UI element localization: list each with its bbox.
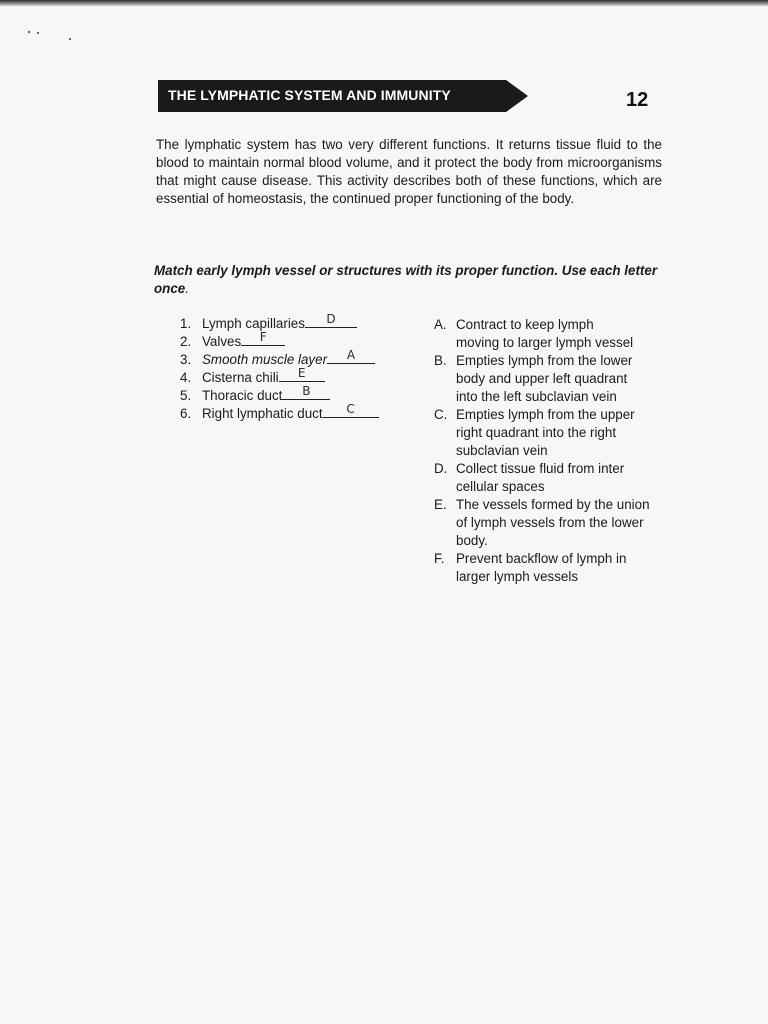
answer-blank[interactable]: [282, 386, 330, 400]
function-item: [434, 550, 674, 586]
scan-speck: [28, 31, 30, 33]
function-item: [434, 460, 674, 496]
matching-instructions: [154, 262, 660, 298]
function-text: Empties lymph from the lower body and upper left quadrant into the left subclavian vein: [456, 353, 633, 404]
function-list: [434, 316, 674, 586]
term-item: [180, 404, 420, 422]
function-item: [434, 496, 674, 550]
function-text: The vessels formed by the union of lymph vessels from the lower body.: [456, 497, 650, 548]
chapter-title: THE LYMPHATIC SYSTEM AND IMMUNITY: [168, 87, 451, 103]
function-letter: B.: [434, 353, 447, 368]
function-letter: C.: [434, 407, 448, 422]
term-item: [180, 386, 420, 404]
function-letter: A.: [434, 317, 447, 332]
page-number: 12: [626, 89, 649, 111]
function-letter: D.: [434, 461, 448, 476]
instructions-text: Match early lymph vessel or structures with its proper function. Use each letter once: [154, 263, 658, 296]
function-item: [434, 406, 674, 460]
term-number: 1.: [180, 316, 192, 331]
answer-blank[interactable]: [305, 314, 357, 328]
function-text: Collect tissue fluid from inter cellular spaces: [456, 461, 625, 494]
handwritten-answer: E: [297, 366, 306, 380]
handwritten-answer: A: [346, 348, 356, 362]
term-label: Thoracic duct: [202, 388, 283, 403]
term-label: Cisterna chili: [202, 370, 279, 385]
term-item: [180, 314, 420, 332]
function-item: [434, 316, 674, 352]
term-number: 3.: [180, 352, 192, 367]
term-number: 6.: [180, 406, 192, 421]
handwritten-answer: B: [302, 384, 311, 398]
answer-blank[interactable]: [279, 368, 325, 382]
function-text: Empties lymph from the upper right quadrant into the right subclavian vein: [456, 407, 635, 458]
function-letter: E.: [434, 497, 447, 512]
handwritten-answer: D: [326, 312, 336, 326]
term-list: [180, 314, 420, 422]
function-text: Contract to keep lymph moving to larger lymph vessel: [456, 317, 634, 350]
term-label: Lymph capillaries: [202, 316, 305, 331]
function-letter: F.: [434, 551, 445, 566]
term-item: [180, 332, 420, 350]
answer-blank[interactable]: [323, 404, 379, 418]
answer-blank[interactable]: [327, 350, 375, 364]
handwritten-answer: C: [346, 402, 355, 416]
scan-speck: [37, 32, 39, 34]
chapter-header-banner: [158, 80, 528, 112]
intro-paragraph: The lymphatic system has two very different functions. It returns tissue fluid to the blood to maintain normal blood volume, and it protect the body from microorganisms that might cause disease. This activity describes both of these functions, which are essential of homeostasis, the continued proper functioning of the body.: [156, 137, 662, 206]
handwritten-answer: F: [259, 330, 267, 344]
term-label: Valves: [202, 334, 242, 349]
instructions-period: .: [185, 281, 189, 296]
term-label: Right lymphatic duct: [202, 406, 323, 421]
term-number: 4.: [180, 370, 192, 385]
term-number: 2.: [180, 334, 192, 349]
term-number: 5.: [180, 388, 192, 403]
term-label: Smooth muscle layer: [202, 352, 328, 367]
answer-blank[interactable]: [241, 332, 285, 346]
scan-speck: [69, 38, 71, 40]
function-text: Prevent backflow of lymph in larger lymph vessels: [456, 551, 627, 584]
function-item: [434, 352, 674, 406]
scan-top-edge: [0, 0, 768, 6]
